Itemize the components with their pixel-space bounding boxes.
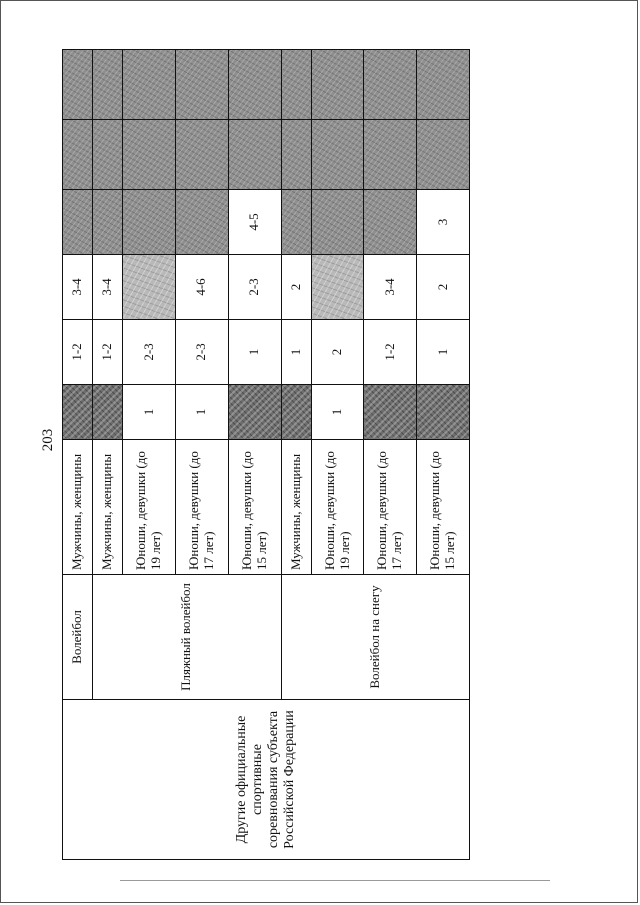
age-group-cell: Юноши, девушки (до 19 лет) xyxy=(311,440,364,575)
age-group-cell: Юноши, девушки (до 15 лет) xyxy=(417,440,470,575)
shaded-cell xyxy=(364,120,417,190)
value-cell xyxy=(364,190,417,255)
value-cell xyxy=(123,190,176,255)
footer-line xyxy=(120,880,550,881)
shaded-cell xyxy=(63,50,93,120)
shaded-cell xyxy=(93,120,123,190)
value-cell: 1-2 xyxy=(63,320,93,385)
value-cell: 1 xyxy=(228,320,281,385)
shaded-cell xyxy=(281,50,311,120)
shaded-cell xyxy=(176,50,229,120)
age-group-cell: Мужчины, женщины xyxy=(281,440,311,575)
shaded-cell xyxy=(228,120,281,190)
value-cell xyxy=(364,385,417,440)
rotated-table-wrapper xyxy=(62,50,470,860)
value-cell xyxy=(311,190,364,255)
age-group-cell: Мужчины, женщины xyxy=(63,440,93,575)
value-cell: 3-4 xyxy=(364,255,417,320)
discipline-cell-snow: Волейбол на снегу xyxy=(281,575,469,700)
shaded-cell xyxy=(228,50,281,120)
value-cell: 2-3 xyxy=(176,320,229,385)
competition-category-cell: Другие официальные спортивные соревнования субъекта Российской Федерации xyxy=(63,700,470,860)
value-cell: 1 xyxy=(123,385,176,440)
shaded-cell xyxy=(63,120,93,190)
shaded-cell xyxy=(176,120,229,190)
value-cell xyxy=(417,385,470,440)
value-cell: 2 xyxy=(311,320,364,385)
age-group-cell: Мужчины, женщины xyxy=(93,440,123,575)
shaded-cell xyxy=(93,50,123,120)
value-cell xyxy=(63,385,93,440)
shaded-cell xyxy=(281,120,311,190)
value-cell xyxy=(281,385,311,440)
value-cell xyxy=(176,190,229,255)
value-cell xyxy=(123,255,176,320)
shaded-cell xyxy=(417,120,470,190)
value-cell: 2 xyxy=(417,255,470,320)
shaded-cell xyxy=(311,50,364,120)
age-group-cell: Юноши, девушки (до 19 лет) xyxy=(123,440,176,575)
value-cell: 2-3 xyxy=(228,255,281,320)
value-cell: 2 xyxy=(281,255,311,320)
value-cell: 1 xyxy=(176,385,229,440)
shaded-cell xyxy=(417,50,470,120)
value-cell: 1 xyxy=(311,385,364,440)
value-cell xyxy=(311,255,364,320)
sports-results-table xyxy=(62,49,470,860)
value-cell xyxy=(281,190,311,255)
page-number: 203 xyxy=(40,428,56,452)
shaded-cell xyxy=(123,120,176,190)
value-cell: 3-4 xyxy=(63,255,93,320)
value-cell xyxy=(93,385,123,440)
value-cell xyxy=(93,190,123,255)
discipline-cell-volleyball: Волейбол xyxy=(63,575,93,700)
age-group-cell: Юноши, девушки (до 17 лет) xyxy=(364,440,417,575)
value-cell: 1 xyxy=(281,320,311,385)
shaded-cell xyxy=(364,50,417,120)
age-group-cell: Юноши, девушки (до 15 лет) xyxy=(228,440,281,575)
value-cell: 1-2 xyxy=(364,320,417,385)
shaded-cell xyxy=(311,120,364,190)
value-cell: 1-2 xyxy=(93,320,123,385)
table-row xyxy=(63,50,93,860)
value-cell: 1 xyxy=(417,320,470,385)
value-cell: 2-3 xyxy=(123,320,176,385)
value-cell xyxy=(228,385,281,440)
value-cell: 4-5 xyxy=(228,190,281,255)
age-group-cell: Юноши, девушки (до 17 лет) xyxy=(176,440,229,575)
value-cell: 3-4 xyxy=(93,255,123,320)
value-cell xyxy=(63,190,93,255)
discipline-cell-beach: Пляжный волейбол xyxy=(93,575,281,700)
shaded-cell xyxy=(123,50,176,120)
value-cell: 3 xyxy=(417,190,470,255)
value-cell: 4-6 xyxy=(176,255,229,320)
